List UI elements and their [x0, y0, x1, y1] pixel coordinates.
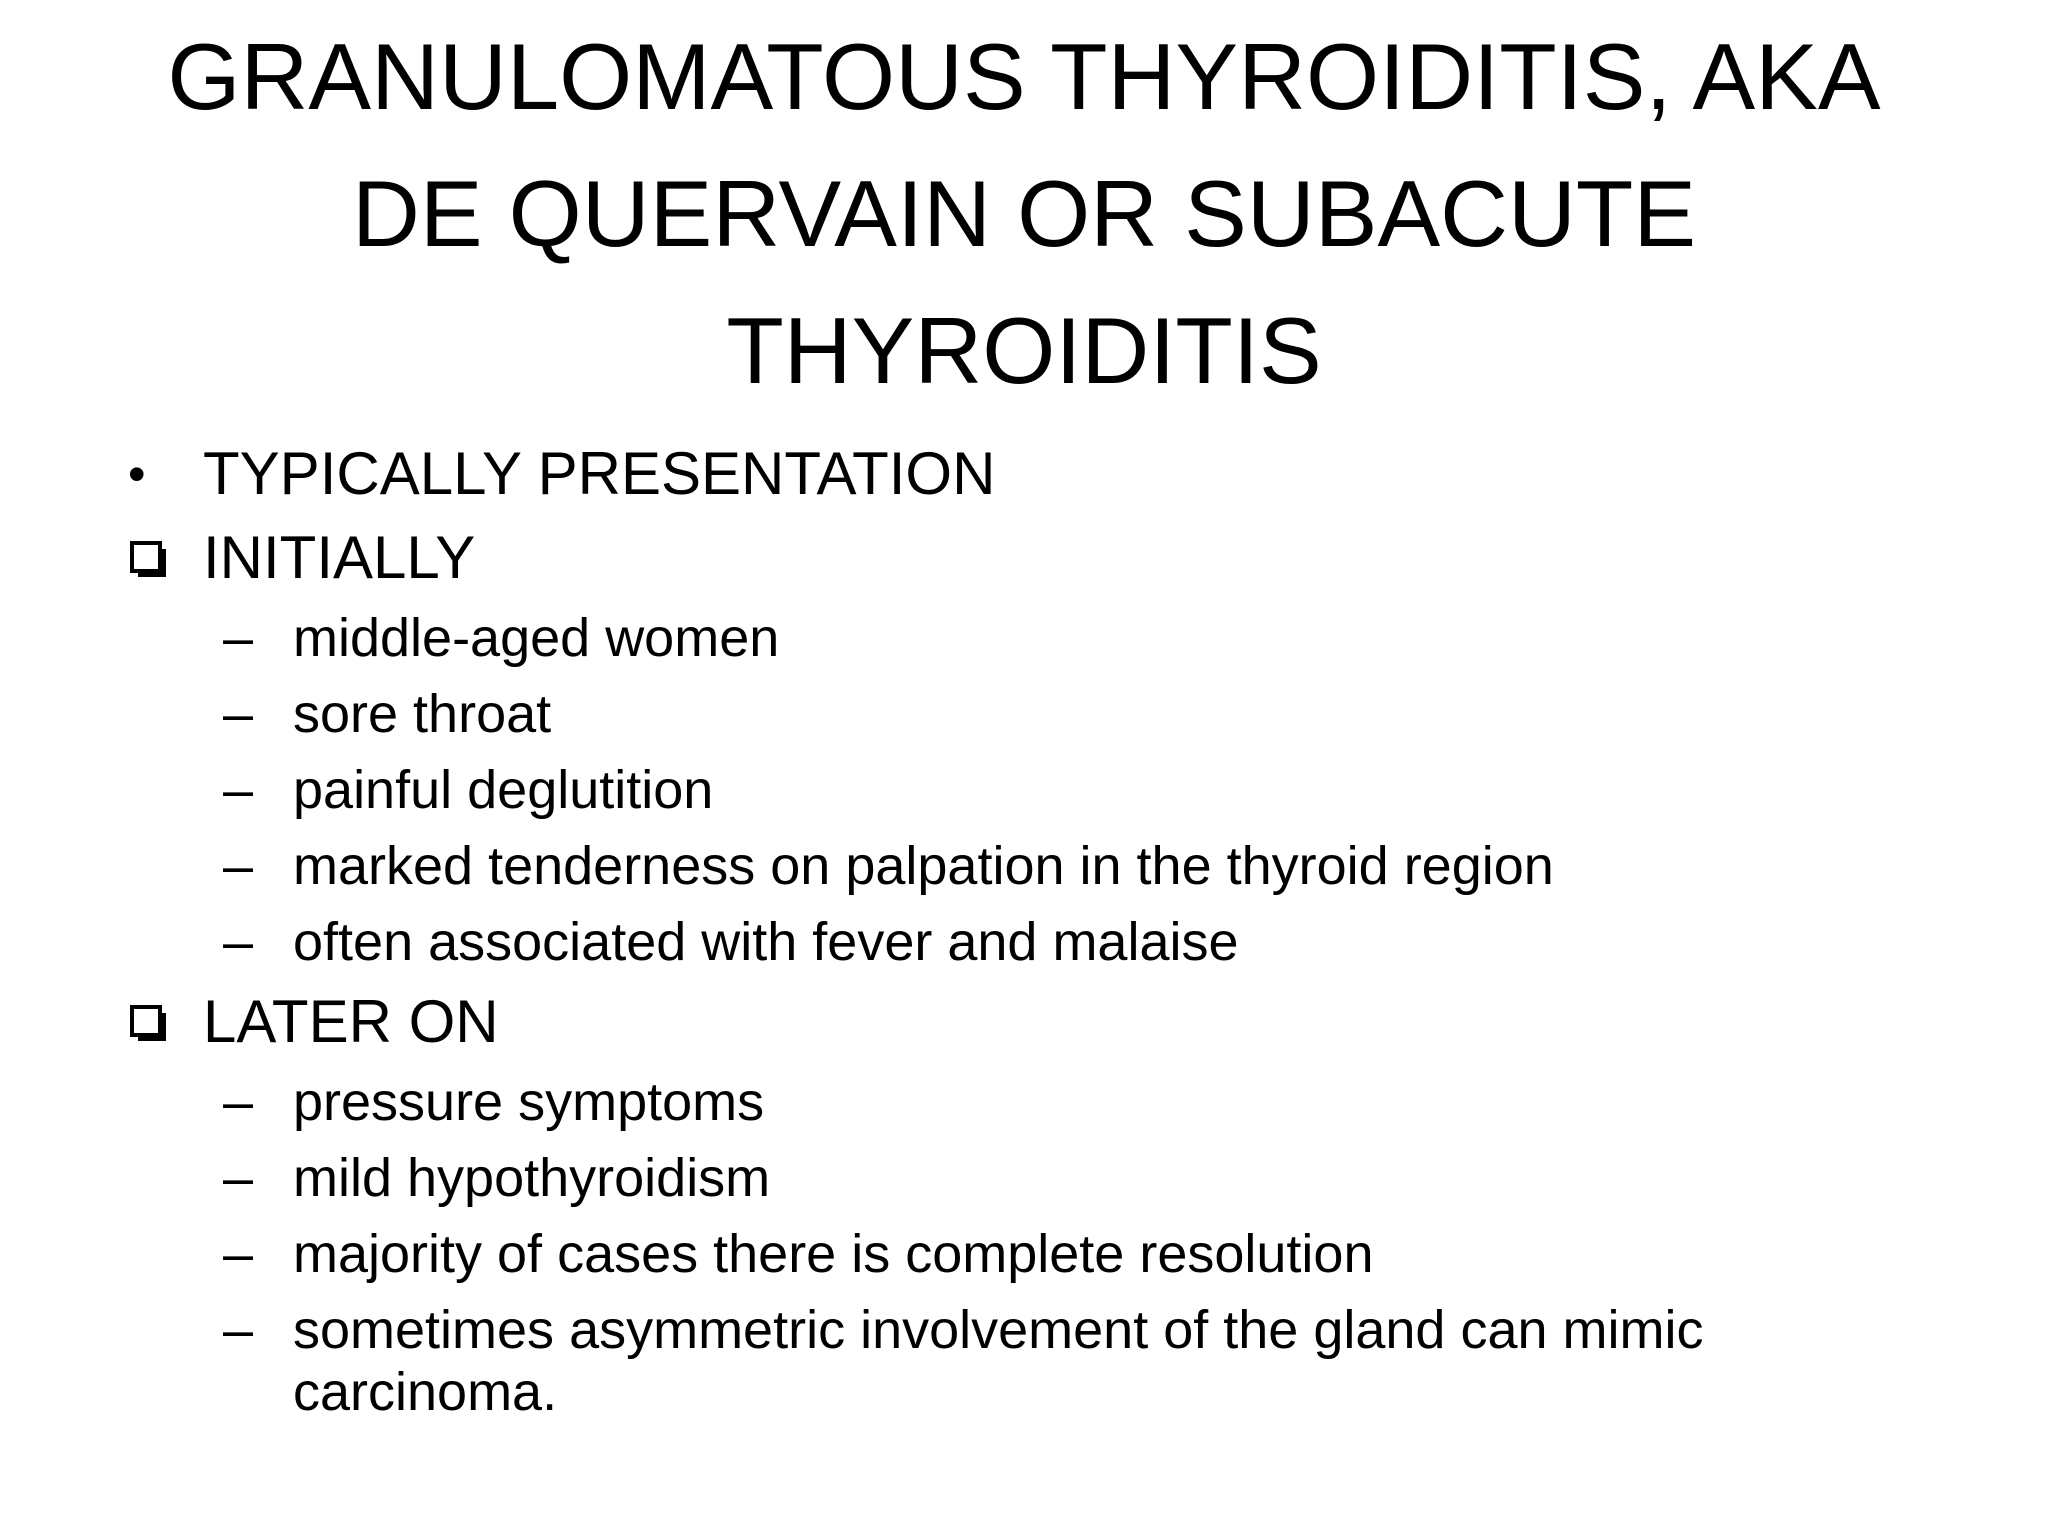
list-item-text: pressure symptoms — [293, 1072, 765, 1132]
section-heading-initially — [128, 516, 1928, 600]
slide-title — [120, 8, 1928, 419]
dash-marker: – — [223, 1072, 254, 1132]
list-item-text: painful deglutition — [293, 760, 714, 820]
list-item-text: often associated with fever and malaise — [293, 912, 1239, 972]
list-item-text: sometimes asymmetric involvement of the gland can mimic carcinoma. — [293, 1300, 1704, 1422]
intro-bullet-text: TYPICALLY PRESENTATION — [203, 440, 996, 507]
dash-marker: – — [223, 912, 254, 972]
list-item — [128, 752, 1928, 828]
slide-body — [128, 432, 1928, 1423]
dash-marker: – — [223, 836, 254, 896]
list-item — [128, 1216, 1928, 1292]
title-line-3: THYROIDITIS — [726, 298, 1322, 403]
title-line-2: DE QUERVAIN OR SUBACUTE — [351, 161, 1697, 266]
section-heading-text: INITIALLY — [203, 524, 476, 591]
list-item — [128, 828, 1928, 904]
bullet-dot-icon: • — [128, 446, 146, 502]
checkbox-icon — [130, 1005, 168, 1043]
list-item-text: marked tenderness on palpation in the thyroid region — [293, 836, 1554, 896]
dash-marker: – — [223, 684, 254, 744]
list-item — [128, 904, 1928, 980]
list-item — [128, 1064, 1928, 1140]
dash-marker: – — [223, 608, 254, 668]
section-heading-later-on — [128, 980, 1928, 1064]
list-item — [128, 676, 1928, 752]
list-item — [128, 1140, 1928, 1216]
list-item-text: majority of cases there is complete resolution — [293, 1224, 1374, 1284]
title-line-1: GRANULOMATOUS THYROIDITIS, AKA — [167, 24, 1881, 129]
intro-bullet — [128, 432, 1928, 516]
list-item-text: sore throat — [293, 684, 552, 744]
dash-marker: – — [223, 1148, 254, 1208]
list-item-text: mild hypothyroidism — [293, 1148, 771, 1208]
list-item — [128, 600, 1928, 676]
dash-marker: – — [223, 1300, 254, 1360]
list-item-text: middle-aged women — [293, 608, 780, 668]
dash-marker: – — [223, 1224, 254, 1284]
checkbox-icon — [130, 541, 168, 579]
section-heading-text: LATER ON — [203, 988, 499, 1055]
dash-marker: – — [223, 760, 254, 820]
list-item — [128, 1292, 1973, 1423]
